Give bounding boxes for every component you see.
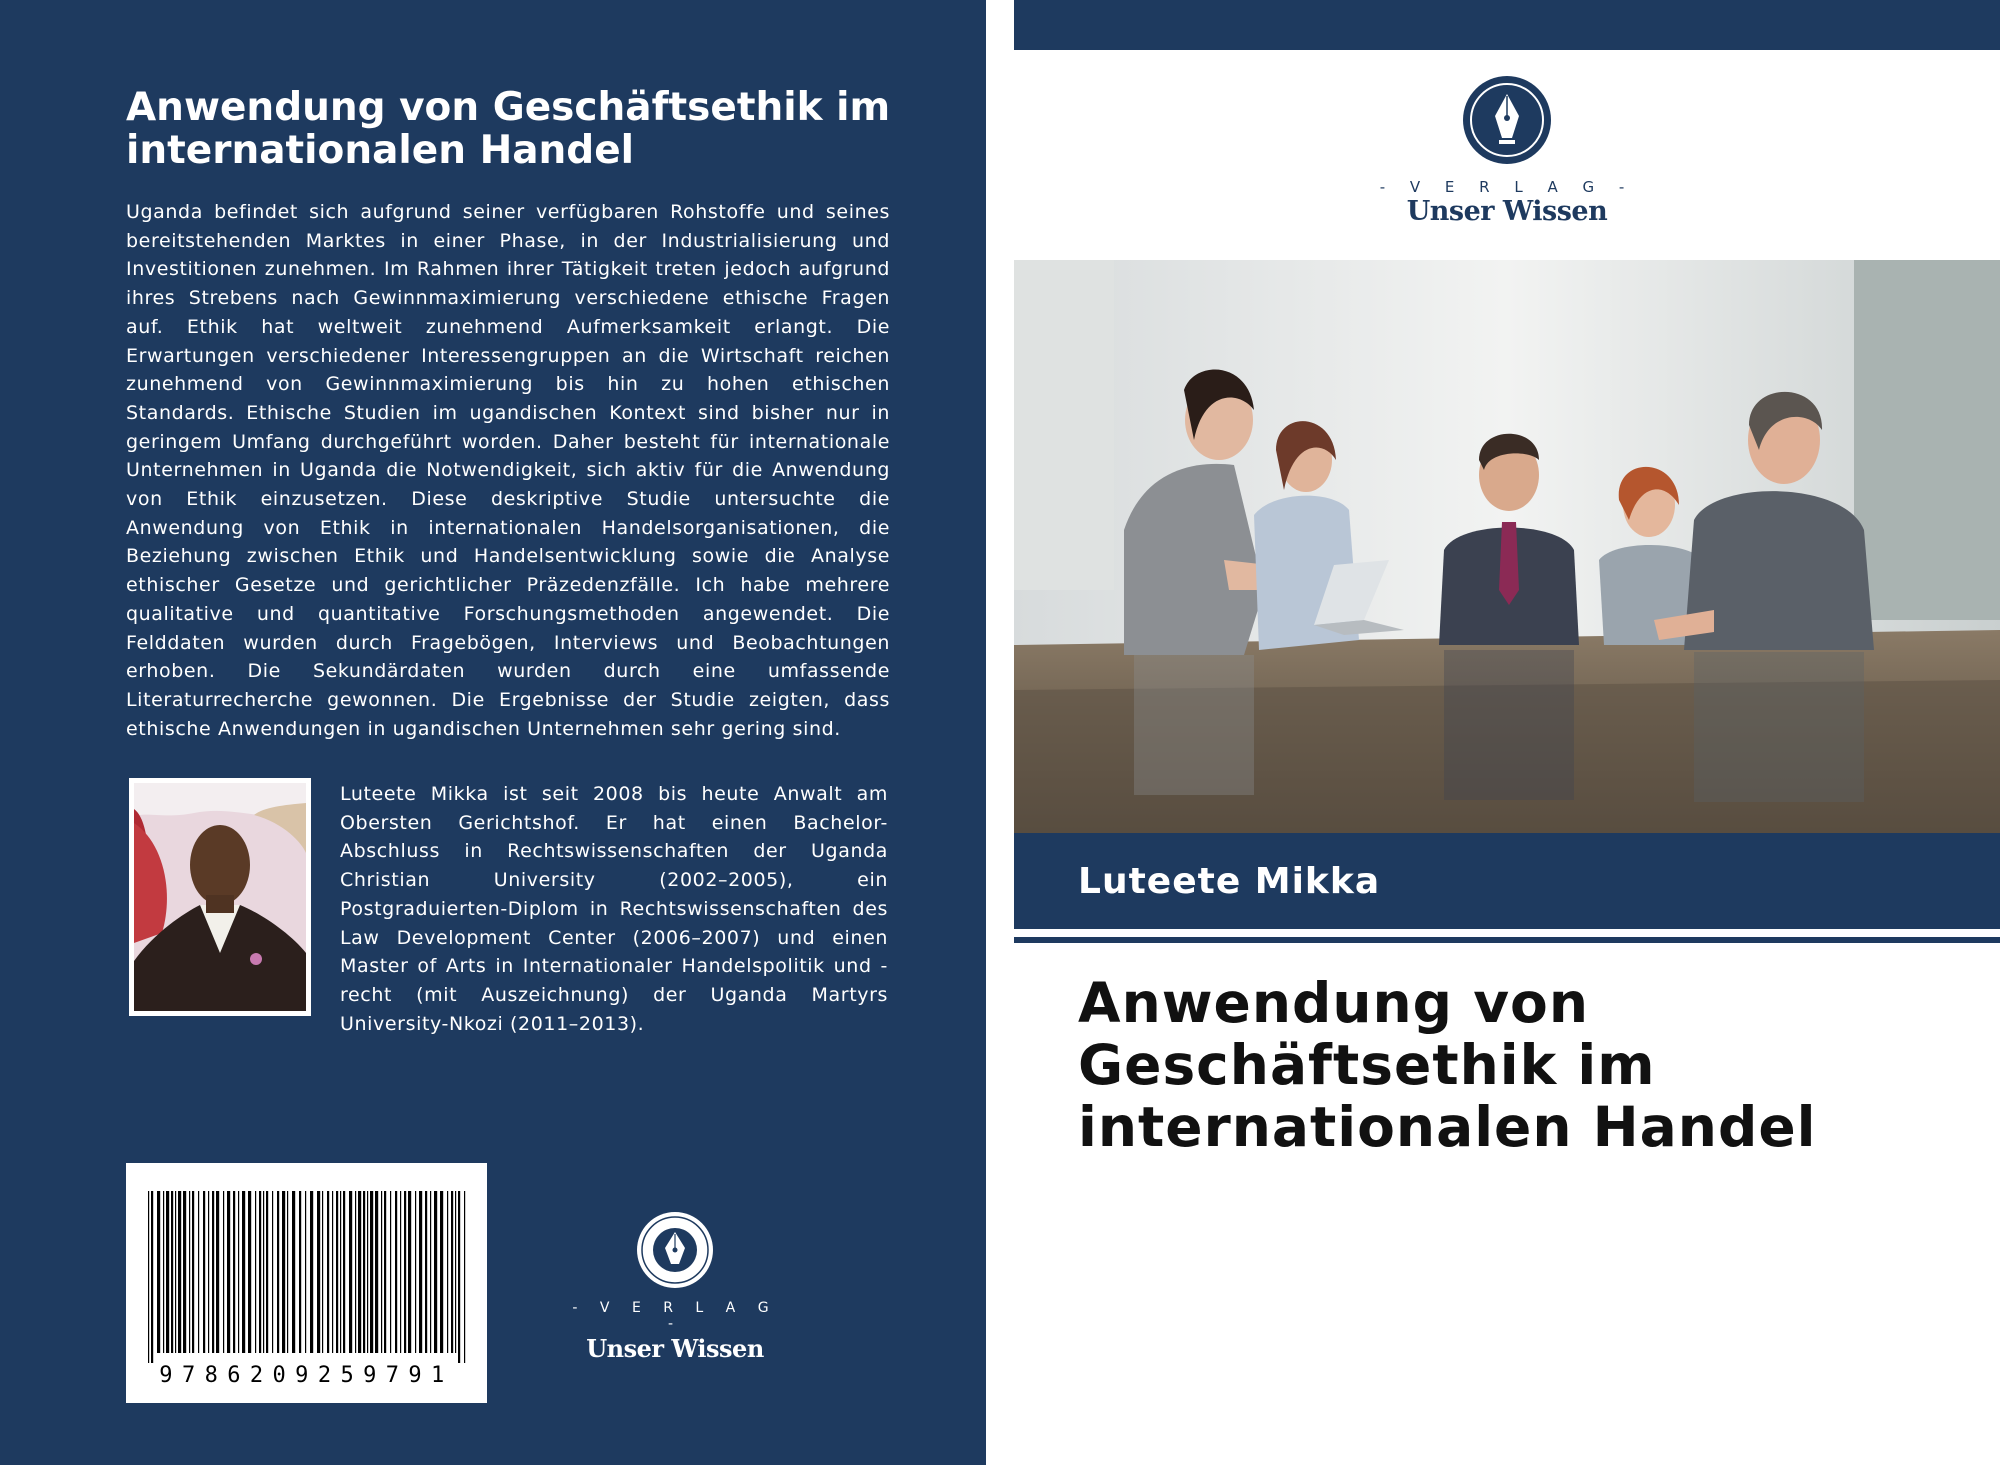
barcode-bar [400,1191,401,1353]
barcode-bar [282,1191,285,1353]
barcode-bar [171,1191,173,1353]
barcode-bar [317,1191,320,1353]
barcode-bar [305,1191,306,1353]
front-author-name: Luteete Mikka [1078,861,1381,902]
barcode-bar [310,1191,313,1353]
barcode-bar [327,1191,329,1353]
front-top-bar [1014,0,2000,50]
barcode-bar [148,1191,149,1363]
barcode-bar [175,1191,176,1353]
barcode-bar [163,1191,164,1353]
back-cover [0,0,986,1465]
barcode-bar [355,1191,356,1353]
barcode-bar [395,1191,397,1353]
barcode-bar [451,1191,453,1353]
front-verlag-label: - V E R L A G - [1379,178,1635,196]
barcode-bar [425,1191,427,1353]
barcode-bar [370,1191,373,1353]
barcode-bar [166,1191,169,1353]
barcode-bar [287,1191,288,1353]
barcode-bar [208,1191,209,1353]
barcode-bar [238,1191,239,1353]
barcode-bar [349,1191,352,1353]
barcode-bar [178,1191,181,1353]
author-band [1014,833,2000,929]
barcode-bar [227,1191,230,1353]
barcode-number: 9786209259791 [159,1363,454,1388]
barcode-bar [203,1191,205,1353]
barcode-bar [322,1191,323,1353]
barcode-bar [263,1191,264,1353]
barcode-bar [336,1191,338,1353]
publisher-seal-icon [635,1210,715,1290]
front-cover-title: Anwendung von Geschäftsethik im internationalen Handel [1078,971,1817,1159]
barcode-bar [292,1191,295,1353]
fountain-pen-nib-icon [1461,74,1553,166]
barcode-bar [447,1191,448,1353]
back-verlag-label: - V E R L A G - [572,1300,778,1332]
barcode-bar [183,1191,186,1353]
front-publisher-name: Unser Wissen [1406,196,1608,227]
barcode-bar [440,1191,443,1353]
barcode-bar [404,1191,406,1353]
front-cover [1014,0,2000,1465]
book-abstract: Uganda befindet sich aufgrund seiner verfügbaren Rohstoffe und seines bereitstehenden Marktes in einer Phase, in der Industrialisierung und Investitionen zunehmen. Im Rahmen ihrer Tätigkeit treten jedoch aufgrund ihres Strebens nach Gewinnmaximierung verschiedene ethische Fragen auf. Ethik hat weltweit zunehmend Aufmerksamkeit erlangt. Die Erwartungen verschiedener Interessengruppen an die Wirtschaft reichen zunehmend von Gewinnmaximierung bis hin zu hohen ethischen Standards. Ethische Studien im ugandischen Kontext sind bisher nur in geringem Umfang durchgeführt worden. Daher besteht für internationale Unternehmen in Uganda die Notwendigkeit, sich aktiv für die Anwendung von Ethik einzusetzen. Diese deskriptive Studie untersuchte die Anwendung von Ethik in internationalen Handelsorganisationen, die Beziehung zwischen Ethik und Handelsentwicklung sowie die Analyse ethischer Gesetze und gerichtlicher Präzedenzfälle. Ich habe mehrere qualitative und quantitative Forschungsmethoden angewendet. Die Felddaten wurden durch Fragebögen, Interviews und Beobachtungen erhoben. Die Sekundärdaten wurden durch eine umfassende Literaturrecherche gewonnen. Die Ergebnisse der Studie zeigten, dass ethische Anwendungen in ugandischen Unternehmen sehr gering sind. [126,201,890,740]
barcode-bar [266,1191,268,1353]
back-cover-title: Anwendung von Geschäftsethik im internationalen Handel [126,85,891,173]
barcode-bar [255,1191,256,1353]
barcode-bar [277,1191,279,1353]
barcode-bar [248,1191,251,1353]
isbn-barcode [126,1163,487,1403]
barcode-bar [434,1191,437,1353]
barcode-bar [216,1191,219,1353]
barcode-bar [419,1191,422,1353]
barcode-bar [299,1191,301,1353]
barcode-bar [192,1191,194,1353]
barcode-bar [458,1191,460,1363]
barcode-bar [358,1191,361,1353]
barcode-bar [151,1191,153,1363]
barcode-bar [223,1191,224,1353]
divider-rule [1014,937,2000,943]
back-publisher-logo [570,1210,780,1363]
barcode-bar [272,1191,273,1353]
barcode-bar [157,1191,160,1353]
barcode-bar [464,1191,465,1363]
barcode-bar [415,1191,416,1353]
back-publisher-name: Unser Wissen [586,1334,764,1363]
barcode-bar [198,1191,199,1353]
barcode-bar [381,1191,382,1353]
barcode-bar [212,1191,214,1353]
front-publisher-logo [1367,74,1647,227]
barcode-bar [390,1191,391,1353]
barcode-bar [332,1191,333,1353]
barcode-bar [242,1191,245,1353]
barcode-bar [375,1191,378,1353]
barcode-bar [189,1191,190,1353]
barcode-bar [408,1191,411,1353]
author-photo [129,778,311,1016]
barcode-bar [367,1191,368,1353]
author-biography: Luteete Mikka ist seit 2008 bis heute Anwalt am Obersten Gerichtshof. Er hat einen Bachelor-Abschluss in Rechtswissenschaften der Uganda Christian University (2002–2005), ein Postgraduierten-Diplom in Rechtswissenschaften des Law Development Center (2006–2007) und einen Master of Arts in Internationaler Handelspolitik und -recht (mit Auszeichnung) der Uganda Martyrs University-Nkozi (2011–2013). [340,783,888,1035]
barcode-bar [455,1191,456,1353]
business-meeting-photo [1014,260,2000,833]
barcode-bar [233,1191,235,1353]
barcode-bar [384,1191,386,1353]
barcode-bar [363,1191,365,1353]
barcode-bar [340,1191,341,1353]
barcode-bar [259,1191,261,1353]
barcode-bar [343,1191,345,1353]
barcode-bar [430,1191,431,1353]
